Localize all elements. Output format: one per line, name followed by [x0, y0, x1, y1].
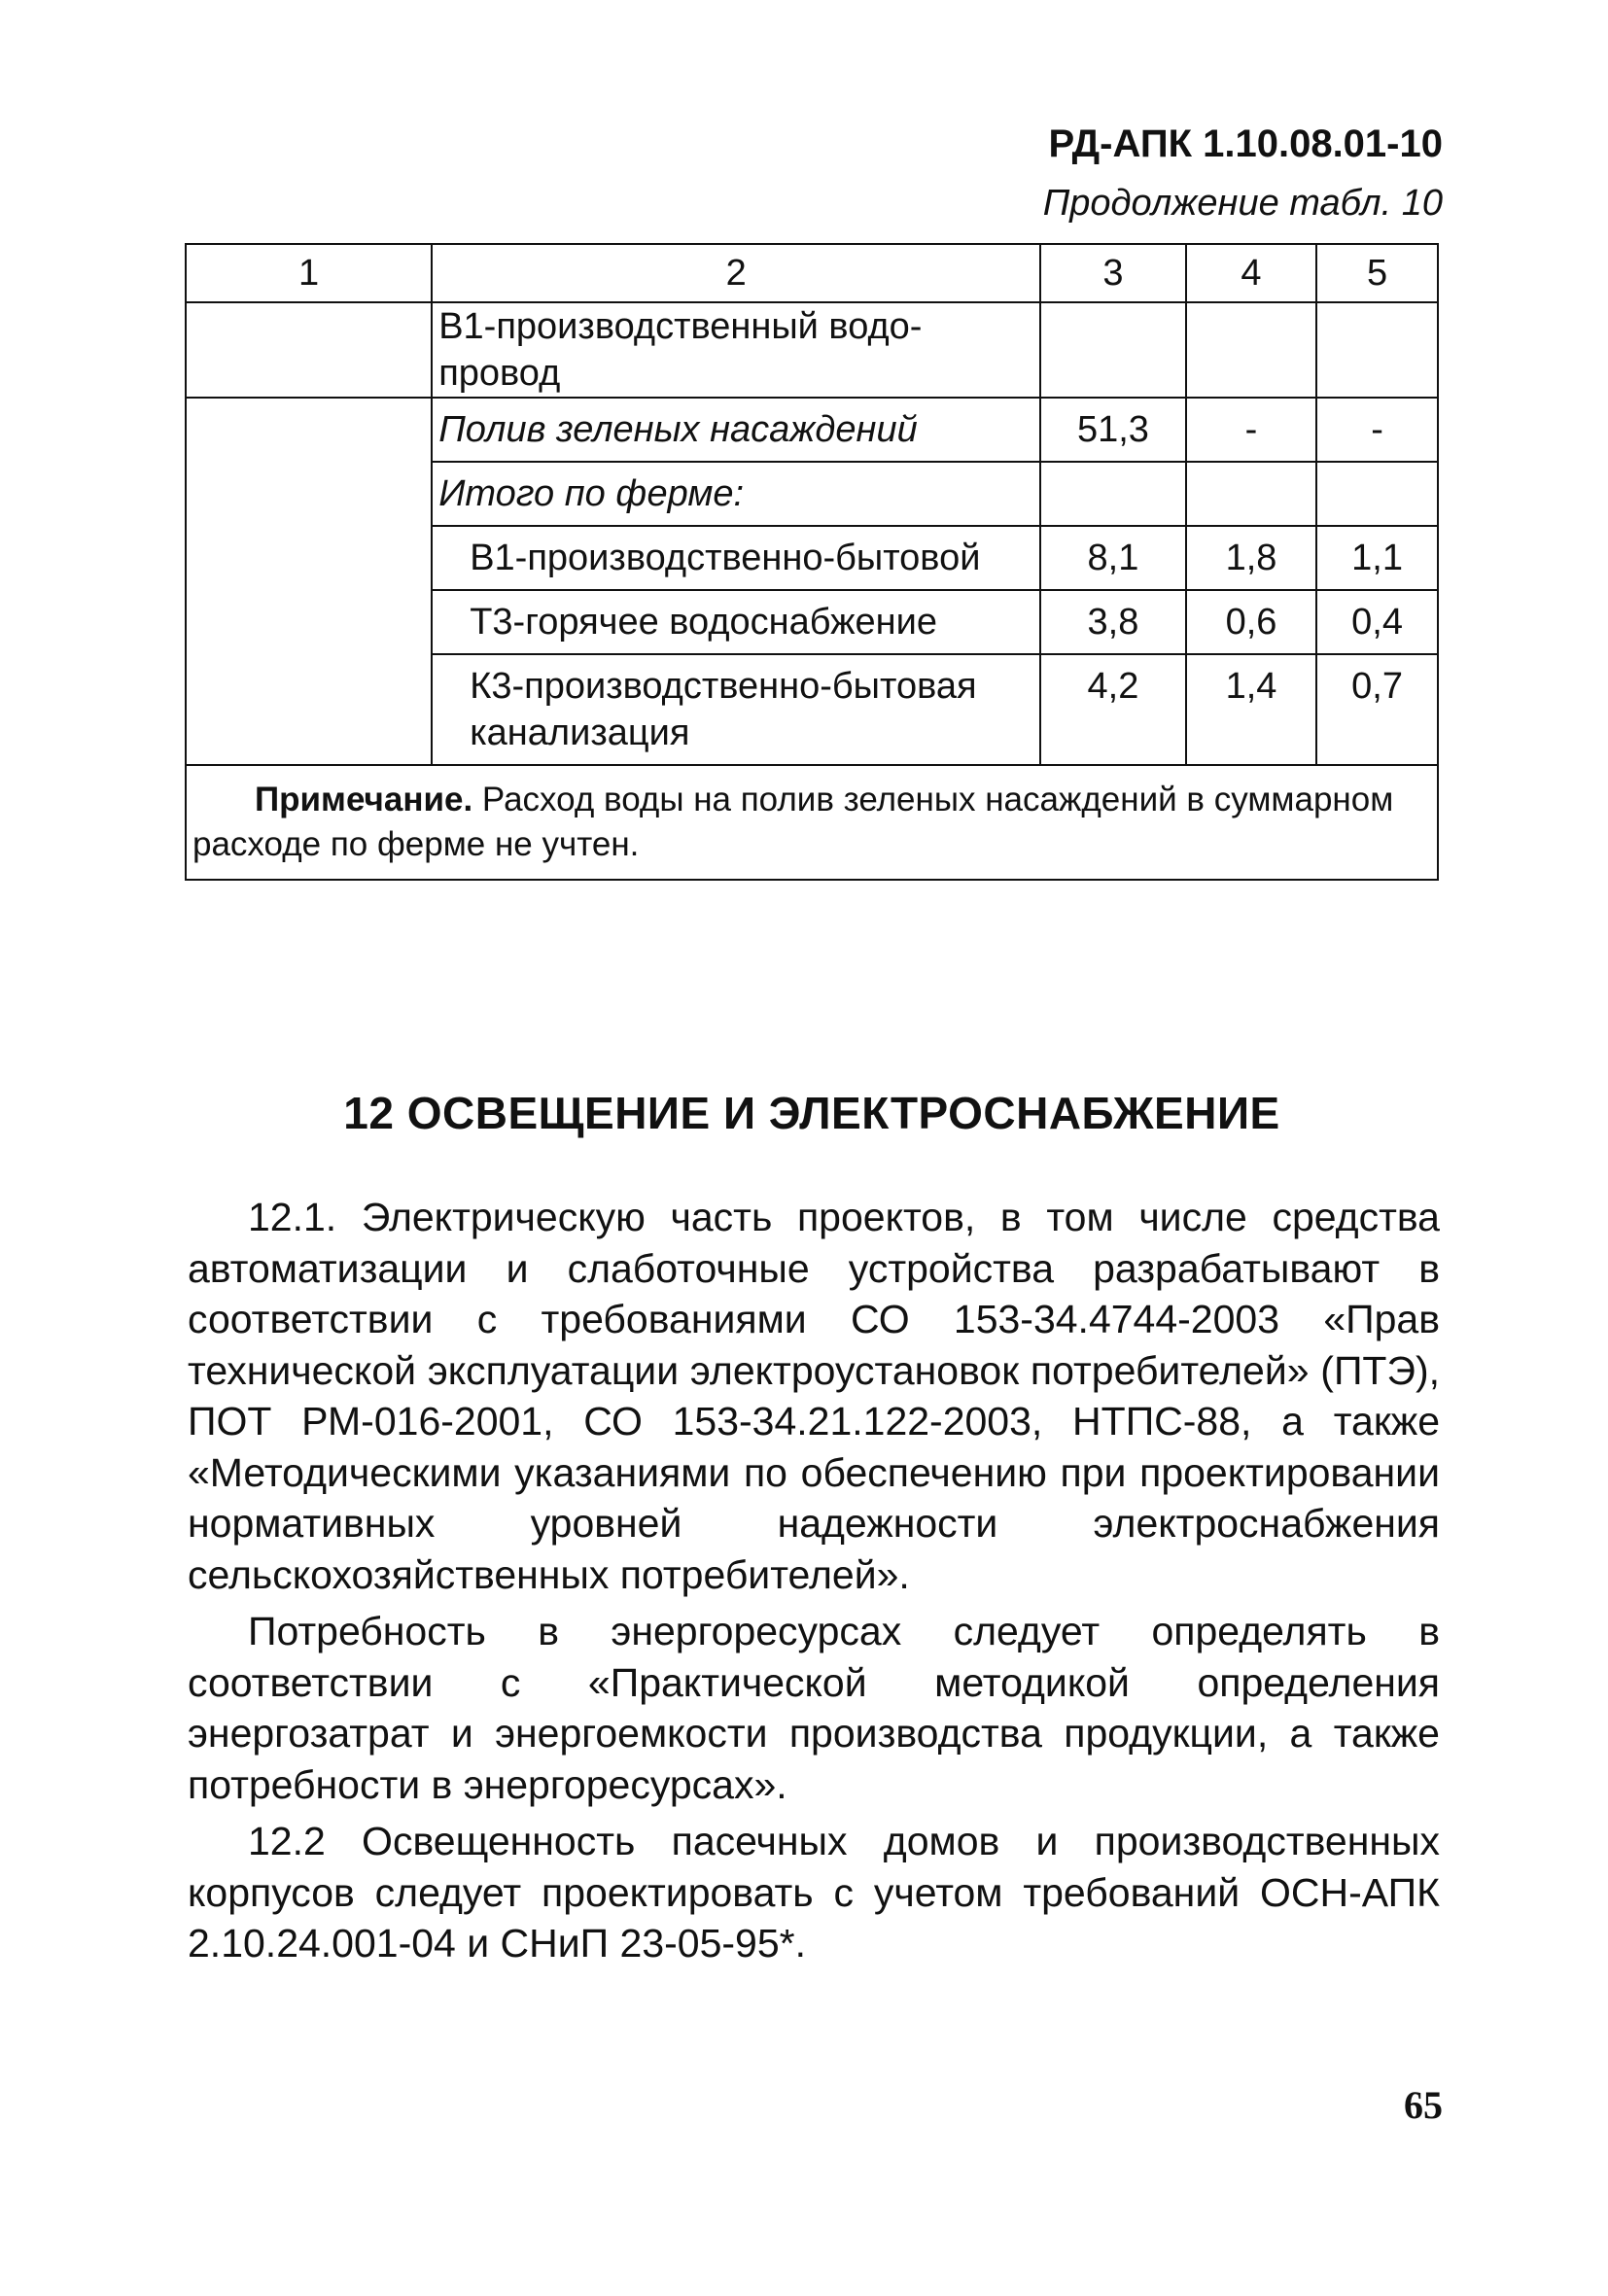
table-note [186, 765, 1438, 880]
table-cell [1316, 462, 1438, 526]
table-cell: Т3-горячее водоснабжение [432, 590, 1040, 654]
table-cell: - [1316, 398, 1438, 462]
table-note-row [186, 765, 1438, 880]
note-text: Расход воды на полив зеленых насаждений в суммарном расходе по ферме не учтен. [192, 781, 1394, 863]
table-cell: Полив зеленых насаждений [432, 398, 1040, 462]
table-cell [1186, 302, 1316, 398]
table-cell: 8,1 [1040, 526, 1186, 590]
table-cell: К3-производственно-бытовая канализация [432, 654, 1040, 765]
table-cell [186, 398, 432, 765]
table-cell [1040, 302, 1186, 398]
paragraph: 12.1. Электрическую часть проектов, в том числе средства автоматизации и слаботочные устройства разрабатывают в соответствии с требованиями СО 153-34.4744-2003 «Прав технической эксплуатации электроустановок потребителей» (ПТЭ), ПОТ РМ-016-2001, СО 153-34.21.122-2003, НТПС-88, а также «Методическими указаниями по обеспечению при проектировании нормативных уровней надежности электроснабжения сельскохозяйственных потребителей». [188, 1195, 1440, 1597]
table-cell [1186, 462, 1316, 526]
table-cell: В1-производственно-бытовой [432, 526, 1040, 590]
data-table [185, 243, 1439, 881]
table-header-row [186, 244, 1438, 302]
table-continuation-label: Продолжение табл. 10 [1042, 183, 1443, 224]
section-body [188, 1192, 1440, 1975]
table-cell [1316, 302, 1438, 398]
table-cell: 1,4 [1186, 654, 1316, 765]
table-cell: 3,8 [1040, 590, 1186, 654]
header-cell-1: 1 [186, 244, 432, 302]
table-cell: Итого по ферме: [432, 462, 1040, 526]
header-cell-4: 4 [1186, 244, 1316, 302]
header-cell-3: 3 [1040, 244, 1186, 302]
table-cell: - [1186, 398, 1316, 462]
table-row [186, 302, 1438, 398]
header-cell-5: 5 [1316, 244, 1438, 302]
page-number: 65 [1404, 2083, 1443, 2127]
table-cell [186, 302, 432, 398]
header-cell-2: 2 [432, 244, 1040, 302]
table-cell: 0,6 [1186, 590, 1316, 654]
table-cell: 51,3 [1040, 398, 1186, 462]
table-cell [1040, 462, 1186, 526]
table-row [186, 398, 1438, 462]
note-label: Примечание. [255, 781, 473, 818]
table-cell: 0,4 [1316, 590, 1438, 654]
table-cell: 0,7 [1316, 654, 1438, 765]
table-cell: 1,8 [1186, 526, 1316, 590]
table-cell: В1-производственный водо-провод [432, 302, 1040, 398]
table-cell: 1,1 [1316, 526, 1438, 590]
section-heading: 12 ОСВЕЩЕНИЕ И ЭЛЕКТРОСНАБЖЕНИЕ [343, 1088, 1280, 1138]
table-cell: 4,2 [1040, 654, 1186, 765]
paragraph: 12.2 Освещенность пасечных домов и производственных корпусов следует проектировать с учетом требований ОСН-АПК 2.10.24.001-04 и СНиП 23-05-95*. [188, 1819, 1440, 1966]
document-code: РД-АПК 1.10.08.01-10 [1048, 122, 1443, 165]
paragraph: Потребность в энергоресурсах следует определять в соответствии с «Практической методикой определения энергозатрат и энергоемкости производства продукции, а также потребности в энергоресурсах». [188, 1609, 1440, 1807]
